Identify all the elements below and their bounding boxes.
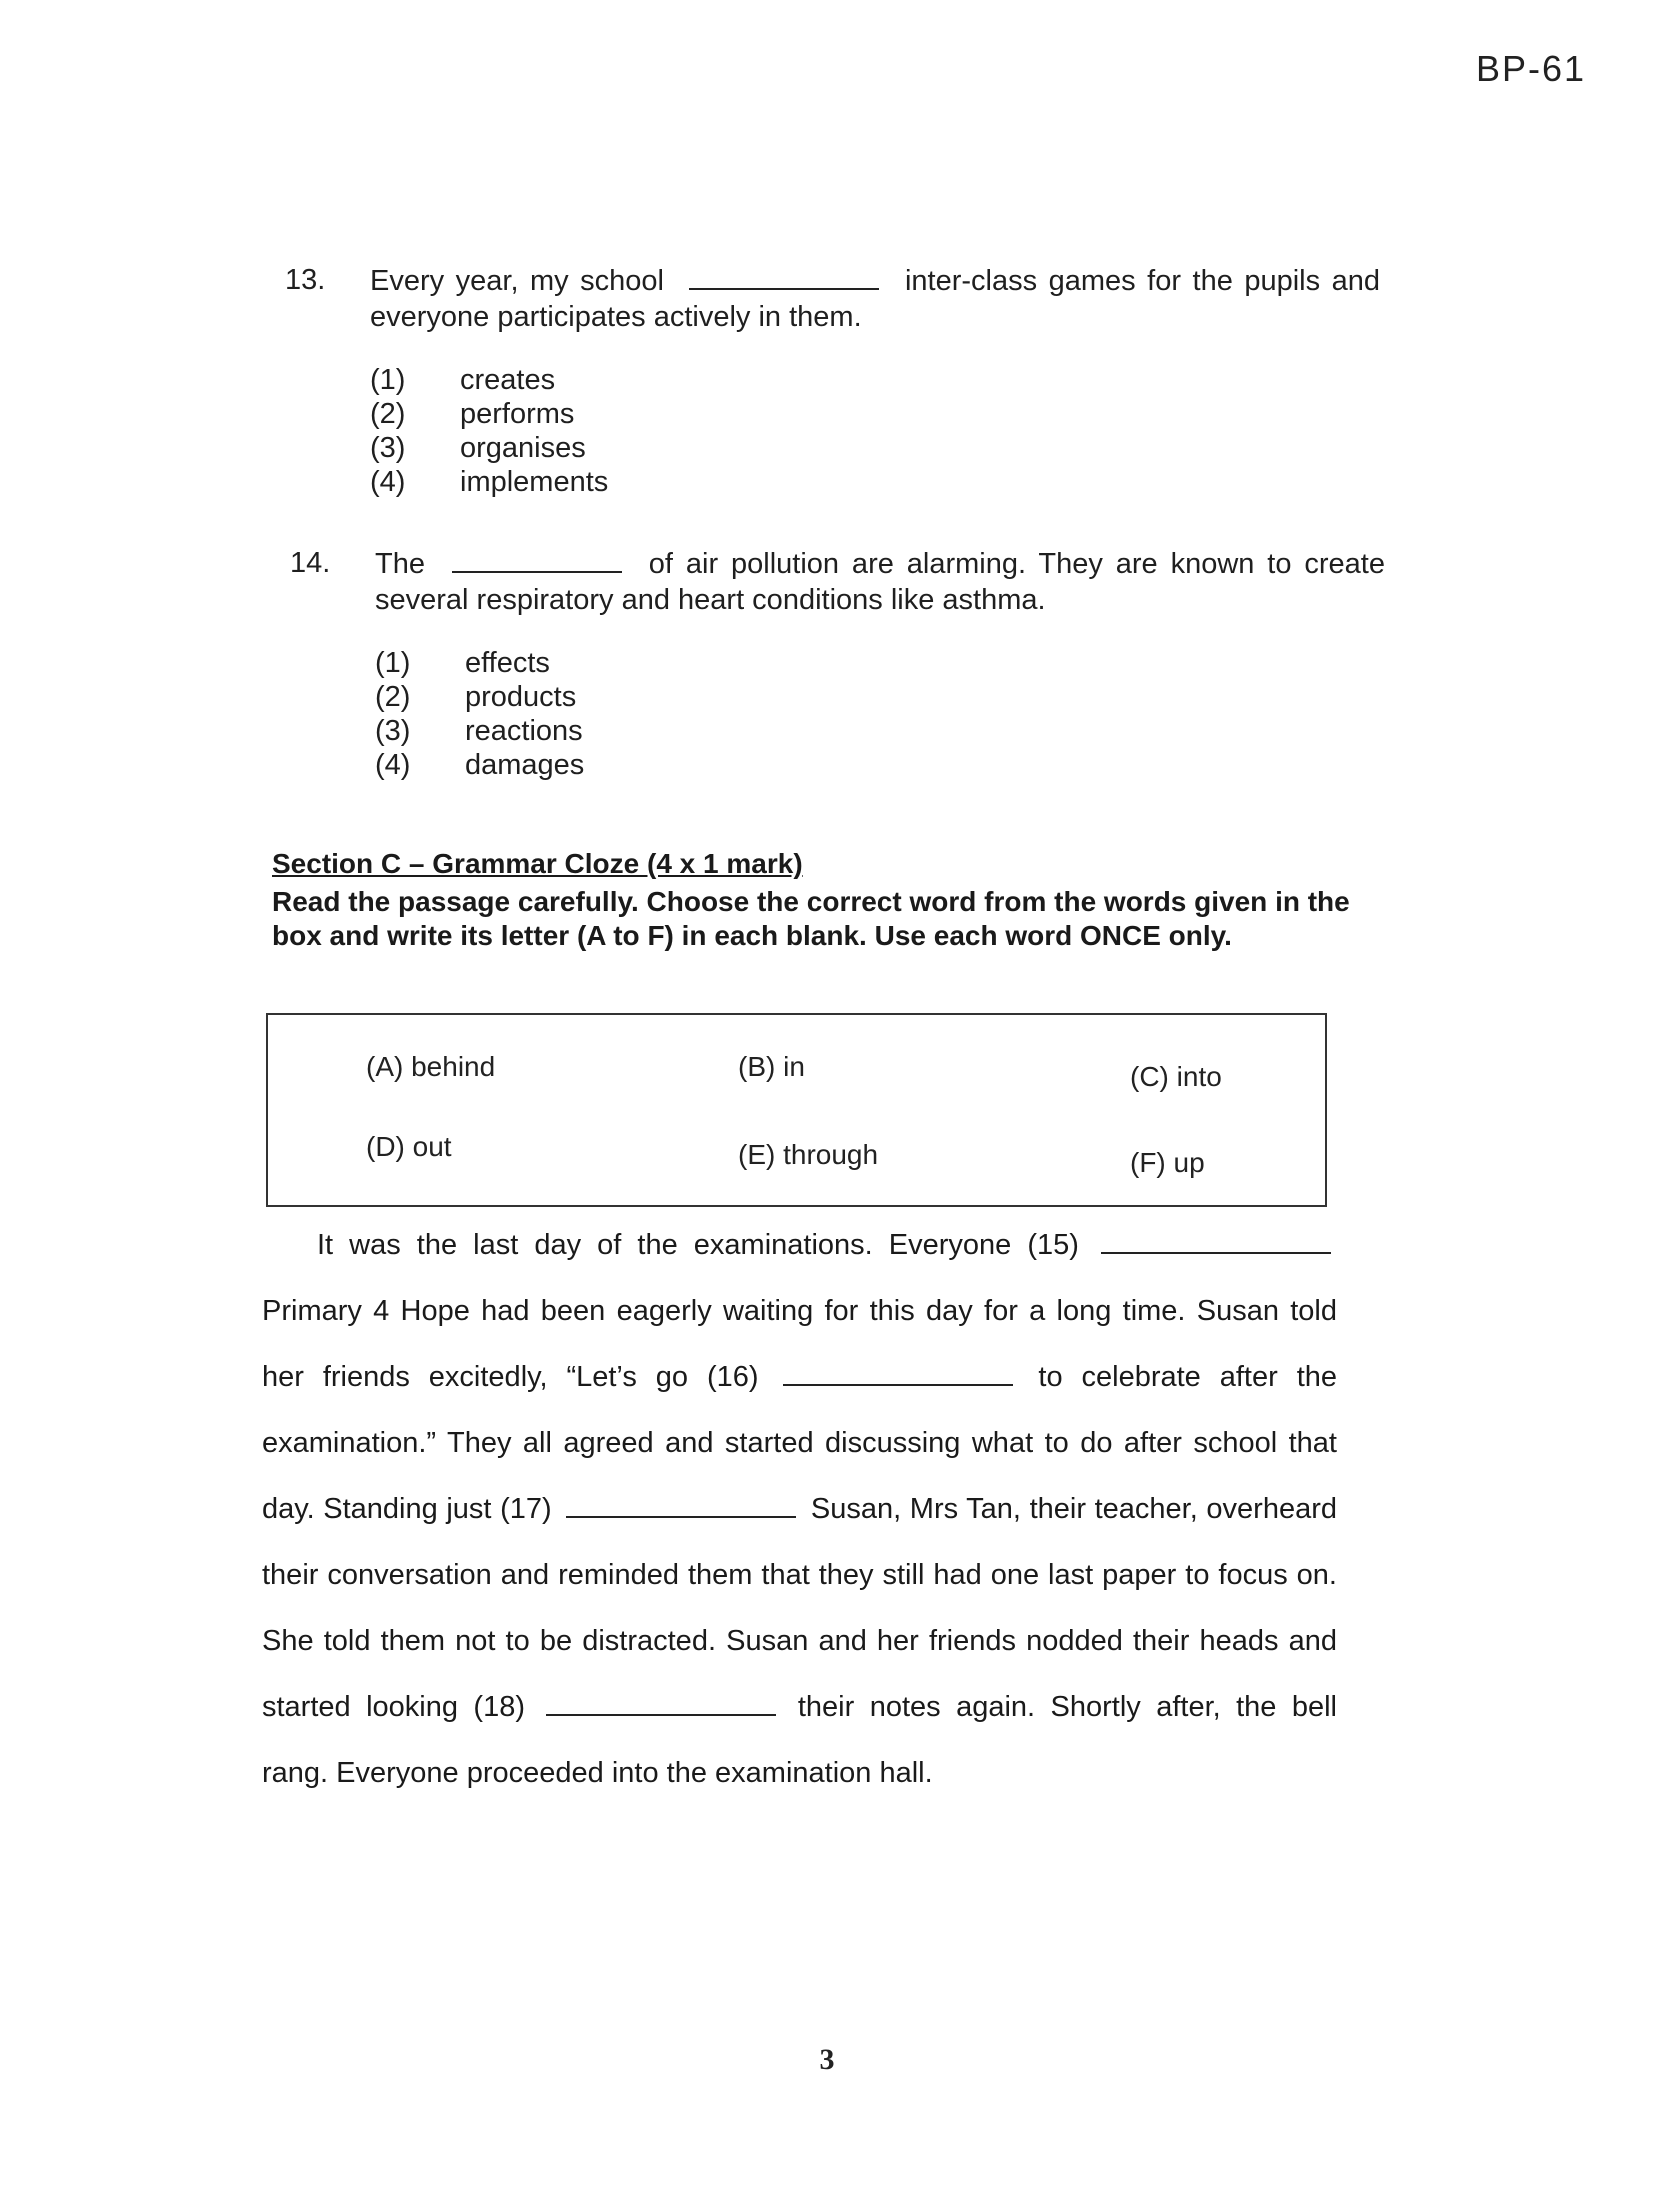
option-text: implements: [460, 466, 609, 498]
word-option-d: (D) out: [366, 1131, 452, 1162]
option-number: (3): [370, 432, 406, 464]
answer-blank: [689, 262, 879, 290]
option-4: [375, 747, 584, 781]
option-number: (1): [375, 647, 411, 679]
answer-blank: [452, 545, 622, 573]
word-box: [266, 1013, 1327, 1207]
options-list: [370, 362, 608, 498]
section-instructions: Read the passage carefully. Choose the correct word from the words given in the box and write its letter (A to F) in each blank. Use each word ONCE only.: [272, 886, 1350, 951]
option-text: performs: [460, 398, 575, 430]
blank-18[interactable]: [546, 1690, 776, 1716]
word-option-f: (F) up: [1130, 1147, 1205, 1178]
question-text-before: Every year, my school: [370, 265, 664, 297]
option-text: organises: [460, 432, 586, 464]
option-text: reactions: [465, 715, 583, 747]
option-text: creates: [460, 364, 556, 396]
option-1: [375, 645, 584, 679]
question-number: 14.: [290, 547, 331, 579]
options-list: [375, 645, 584, 781]
question-14: [290, 545, 1385, 795]
question-number: 13.: [285, 264, 326, 296]
question-text-after: of air pollution are alarming. They are known to create several respiratory and heart conditions like asthma.: [375, 548, 1385, 616]
word-option-c: (C) into: [1130, 1061, 1222, 1092]
option-number: (3): [375, 715, 411, 747]
paper-code: BP-61: [1475, 48, 1586, 89]
passage-text: [262, 1212, 1337, 1806]
passage-segment: Susan, Mrs Tan, their teacher, overheard their conversation and reminded them that they still had one last paper to focus on. She told them not to be distracted. Susan and her friends nodded their heads and started looking (18): [262, 1493, 1337, 1723]
option-number: (1): [370, 364, 406, 396]
word-option-e: (E) through: [738, 1139, 879, 1170]
option-text: effects: [465, 647, 550, 679]
blank-17[interactable]: [566, 1492, 796, 1518]
question-text: [375, 545, 1385, 618]
option-1: [370, 362, 608, 396]
question-text-before: The: [375, 548, 425, 580]
passage-segment: It was the last day of the examinations. Everyone (15): [317, 1229, 1079, 1261]
word-option-b: (B) in: [738, 1051, 805, 1082]
passage-segment: their notes again. Shortly after, the bell rang. Everyone proceeded into the examination hall.: [262, 1691, 1337, 1789]
option-number: (2): [375, 681, 411, 713]
option-text: products: [465, 681, 577, 713]
question-13: [285, 262, 1385, 512]
option-4: [370, 464, 608, 498]
cloze-passage: [262, 1212, 1337, 1806]
option-number: (2): [370, 398, 406, 430]
option-number: (4): [370, 466, 406, 498]
question-text: [370, 262, 1380, 335]
section-title: Section C – Grammar Cloze (4 x 1 mark): [272, 848, 803, 879]
option-2: [375, 679, 584, 713]
word-option-a: (A) behind: [366, 1051, 496, 1082]
option-2: [370, 396, 608, 430]
option-number: (4): [375, 749, 411, 781]
blank-15[interactable]: [1101, 1228, 1331, 1254]
question-text-after: inter-class games for the pupils and everyone participates actively in them.: [370, 265, 1380, 333]
passage-segment: Primary 4 Hope had been eagerly waiting for this day for a long time. Susan told her friends excitedly, “Let’s go (16): [262, 1295, 1337, 1393]
page-number: 3: [819, 2043, 835, 2076]
option-3: [370, 430, 608, 464]
blank-16[interactable]: [783, 1360, 1013, 1386]
passage-segment: to celebrate after the examination.” They all agreed and started discussing what to do after school that day. Standing just (17): [262, 1361, 1338, 1525]
option-3: [375, 713, 584, 747]
option-text: damages: [465, 749, 585, 781]
